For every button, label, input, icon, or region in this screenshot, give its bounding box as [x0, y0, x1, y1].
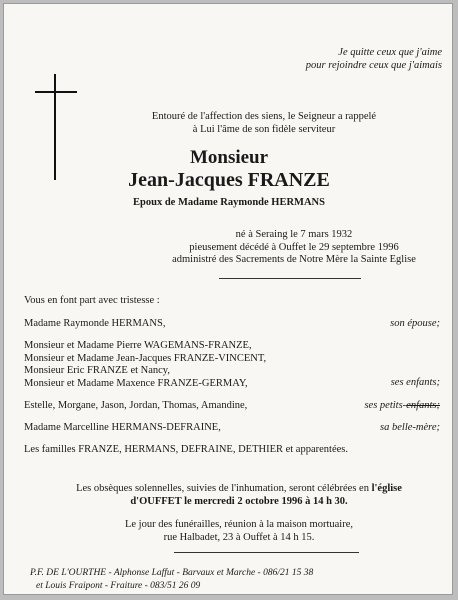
announcement: Vous en font part avec tristesse : — [24, 295, 160, 306]
funeral-line-1a: Les obsèques solennelles, suivies de l'inhumation, seront célébrées en — [76, 483, 372, 494]
spouse-name: Madame Raymonde HERMANS, — [24, 318, 166, 329]
epigraph-line: Je quitte ceux que j'aime — [338, 47, 442, 58]
grandchildren-relation-a: ses petits- — [364, 400, 407, 411]
funeral-line-3: Le jour des funérailles, réunion à la maison mortuaire, — [124, 519, 353, 530]
funeral-line-1 — [34, 482, 444, 495]
birth-line: né à Seraing le 7 mars 1932 — [235, 229, 353, 240]
children-list — [24, 340, 266, 390]
cross-icon-horizontal — [35, 91, 77, 93]
footer-line: P.F. DE L'OURTHE - Alphonse Laffut - Barvaux et Marche - 086/21 15 38 — [30, 568, 314, 578]
child-entry: Monsieur Eric FRANZE et Nancy, — [24, 365, 170, 376]
mother-in-law-relation: sa belle-mère; — [380, 422, 440, 433]
grandchildren-names: Estelle, Morgane, Jason, Jordan, Thomas, Amandine, — [24, 400, 248, 411]
intro-text — [114, 110, 414, 136]
footer — [30, 567, 313, 593]
funeral-details — [34, 482, 444, 544]
child-entry: Monsieur et Madame Jean-Jacques FRANZE-VINCENT, — [24, 352, 267, 364]
death-line: pieusement décédé à Ouffet le 29 septembre 1996 — [189, 241, 399, 253]
child-entry: Monsieur et Madame Pierre WAGEMANS-FRANZE, — [24, 340, 252, 351]
child-entry: Monsieur et Madame Maxence FRANZE-GERMAY, — [24, 377, 248, 389]
church-label: l'église — [371, 483, 402, 494]
divider — [219, 278, 361, 279]
mother-in-law-name: Madame Marcelline HERMANS-DEFRAINE, — [24, 422, 221, 433]
funeral-line-4: rue Halbadet, 23 à Ouffet à 14 h 15. — [163, 532, 315, 543]
funeral-date: d'OUFFET le mercredi 2 octobre 1996 à 14 h 30. — [130, 496, 348, 507]
spouse-line: Epoux de Madame Raymonde HERMANS — [133, 197, 325, 208]
deceased-name: Jean-Jacques FRANZE — [128, 169, 330, 191]
footer-line: et Louis Fraipont - Fraiture - 083/51 26 09 — [36, 581, 201, 591]
grandchildren-relation — [364, 400, 440, 411]
divider — [174, 552, 359, 553]
intro-line: Entouré de l'affection des siens, le Seigneur a rappelé — [151, 111, 377, 122]
sacraments-line: administré des Sacrements de Notre Mère la Sainte Eglise — [172, 254, 416, 265]
death-notice-card — [3, 3, 453, 595]
honorific: Monsieur — [189, 147, 269, 168]
children-relation: ses enfants; — [390, 377, 440, 388]
grandchildren-relation-b: enfants; — [406, 400, 440, 411]
spacer — [34, 508, 444, 518]
epigraph — [306, 46, 442, 72]
families-line: Les familles FRANZE, HERMANS, DEFRAINE, DETHIER et apparentées. — [24, 444, 348, 455]
intro-line: à Lui l'âme de son fidèle serviteur — [192, 124, 336, 135]
epigraph-line: pour rejoindre ceux que j'aimais — [305, 60, 442, 71]
biography — [154, 229, 434, 267]
funeral-line-2 — [34, 495, 444, 508]
spouse-relation: son épouse; — [390, 318, 440, 329]
